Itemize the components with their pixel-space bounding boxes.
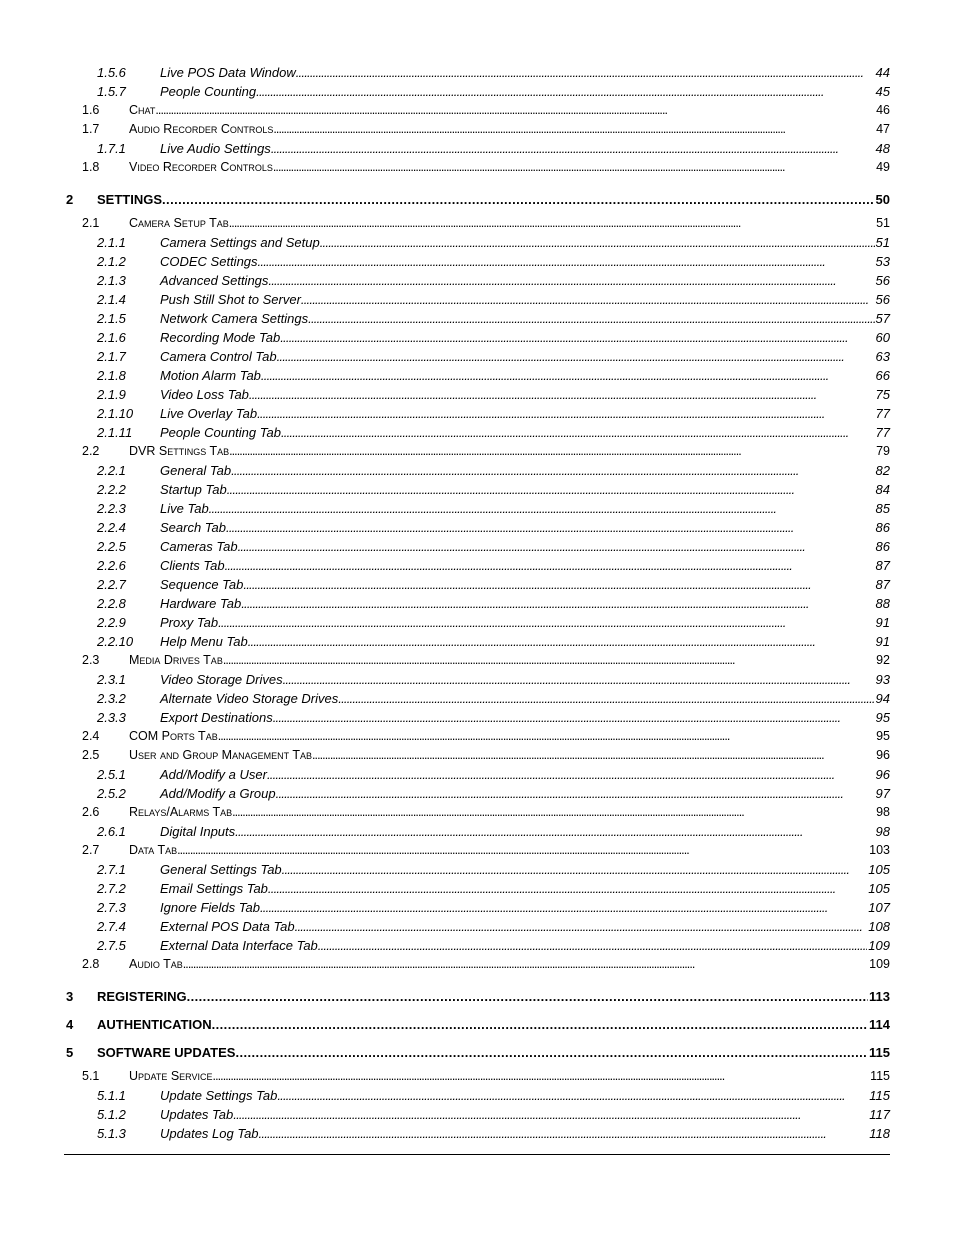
- toc-entry-number: 2.6.1: [97, 824, 126, 839]
- toc-entry-page: 91: [875, 634, 890, 649]
- toc-entry-page: 87: [875, 577, 890, 592]
- toc-entry[interactable]: [64, 122, 890, 141]
- toc-entry-title: AUTHENTICATION: [97, 1017, 212, 1032]
- toc-entry-title: Startup Tab: [160, 482, 227, 497]
- toc-entry-title: Audio Recorder Controls: [129, 122, 274, 136]
- toc-entry[interactable]: [64, 1004, 890, 1032]
- toc-entry-title: Audio Tab: [129, 957, 183, 971]
- dot-leader: [296, 65, 875, 80]
- toc-entry[interactable]: [64, 710, 890, 729]
- toc-entry-page: 66: [875, 368, 890, 383]
- toc-entry-title: Update Settings Tab: [160, 1088, 278, 1103]
- dot-leader: [231, 463, 874, 478]
- toc-entry-number: 2.1.1: [97, 235, 126, 250]
- toc-entry-number: 2.1.3: [97, 273, 126, 288]
- toc-entry[interactable]: [64, 311, 890, 330]
- toc-entry-page: 88: [875, 596, 890, 611]
- dot-leader: [225, 558, 875, 573]
- toc-entry-title: COM Ports Tab: [129, 729, 218, 743]
- dot-leader: [213, 1069, 870, 1083]
- toc-entry-title: Live Tab: [160, 501, 209, 516]
- toc-entry-number: 2.3.1: [97, 672, 126, 687]
- dot-leader: [295, 919, 868, 934]
- toc-entry-number: 2.2.2: [97, 482, 126, 497]
- toc-entry-number: 2.2: [82, 444, 100, 458]
- toc-entry-title: Clients Tab: [160, 558, 225, 573]
- toc-entry[interactable]: [64, 634, 890, 653]
- toc-entry-title: Updates Tab: [160, 1107, 234, 1122]
- toc-entry-number: 2.8: [82, 957, 100, 971]
- toc-entry-page: 56: [875, 292, 890, 307]
- dot-leader: [338, 691, 874, 706]
- toc-entry[interactable]: [64, 444, 890, 463]
- toc-entry-title: Media Drives Tab: [129, 653, 223, 667]
- toc-entry-title: Ignore Fields Tab: [160, 900, 260, 915]
- dot-leader: [248, 634, 875, 649]
- toc-entry-page: 86: [875, 539, 890, 554]
- toc-entry-page: 77: [875, 425, 890, 440]
- toc-entry-number: 2.5.2: [97, 786, 126, 801]
- toc-entry-title: Motion Alarm Tab: [160, 368, 261, 383]
- toc-entry-page: 96: [875, 767, 890, 782]
- toc-entry[interactable]: [64, 729, 890, 748]
- toc-entry[interactable]: [64, 1126, 890, 1145]
- dot-leader: [235, 824, 874, 839]
- toc-entry-title: Video Storage Drives: [160, 672, 283, 687]
- toc-entry-page: 48: [875, 141, 890, 156]
- toc-entry-number: 2.2.4: [97, 520, 126, 535]
- toc-entry[interactable]: [64, 1107, 890, 1126]
- toc-entry-number: 2.2.7: [97, 577, 126, 592]
- toc-entry[interactable]: [64, 292, 890, 311]
- dot-leader: [177, 843, 868, 857]
- toc-entry[interactable]: [64, 938, 890, 957]
- toc-entry-page: 53: [875, 254, 890, 269]
- toc-entry-number: 2.5.1: [97, 767, 126, 782]
- toc-entry-title: Network Camera Settings: [160, 311, 309, 326]
- toc-entry-title: DVR Settings Tab: [129, 444, 230, 458]
- toc-entry-title: Cameras Tab: [160, 539, 238, 554]
- toc-entry-title: General Tab: [160, 463, 232, 478]
- dot-leader: [241, 596, 874, 611]
- toc-entry[interactable]: [64, 520, 890, 539]
- toc-entry-page: 97: [875, 786, 890, 801]
- toc-entry-number: 2.1.7: [97, 349, 126, 364]
- dot-leader: [155, 103, 875, 117]
- toc-entry-number: 2.5: [82, 748, 100, 762]
- table-of-contents: [64, 65, 890, 1145]
- toc-entry[interactable]: [64, 349, 890, 368]
- toc-entry-title: Camera Settings and Setup: [160, 235, 320, 250]
- toc-entry-title: Add/Modify a Group: [160, 786, 276, 801]
- toc-entry-number: 2.1.8: [97, 368, 126, 383]
- toc-entry[interactable]: [64, 216, 890, 235]
- toc-entry-page: 95: [875, 710, 890, 725]
- toc-entry-number: 2.4: [82, 729, 100, 743]
- toc-entry-number: 2.1.5: [97, 311, 126, 326]
- toc-entry[interactable]: [64, 843, 890, 862]
- dot-leader: [238, 539, 875, 554]
- toc-entry-title: REGISTERING: [97, 989, 187, 1004]
- dot-leader: [258, 254, 875, 269]
- toc-entry[interactable]: [64, 103, 890, 122]
- toc-entry[interactable]: [64, 767, 890, 786]
- toc-entry-number: 1.6: [82, 103, 100, 117]
- toc-entry[interactable]: [64, 387, 890, 406]
- toc-entry[interactable]: [64, 615, 890, 634]
- toc-entry-number: 2.7: [82, 843, 100, 857]
- toc-entry-number: 2.1.9: [97, 387, 126, 402]
- toc-entry-page: 44: [875, 65, 890, 80]
- toc-entry-title: Live Audio Settings: [160, 141, 271, 156]
- dot-leader: [218, 615, 874, 630]
- dot-leader: [318, 938, 868, 953]
- toc-entry-number: 2.1.4: [97, 292, 126, 307]
- toc-entry[interactable]: [64, 463, 890, 482]
- toc-entry[interactable]: [64, 558, 890, 577]
- dot-leader: [273, 710, 875, 725]
- toc-entry-number: 2.1.2: [97, 254, 126, 269]
- toc-entry-page: 115: [869, 1088, 890, 1103]
- toc-entry-page: 91: [875, 615, 890, 630]
- toc-entry-title: Camera Setup Tab: [129, 216, 229, 230]
- dot-leader: [187, 989, 868, 1004]
- toc-entry-number: 2.2.1: [97, 463, 126, 478]
- toc-entry-title: Alternate Video Storage Drives: [160, 691, 339, 706]
- toc-entry-page: 93: [875, 672, 890, 687]
- dot-leader: [232, 805, 875, 819]
- toc-entry-number: 2.2.9: [97, 615, 126, 630]
- toc-entry-title: People Counting Tab: [160, 425, 281, 440]
- toc-entry-page: 94: [875, 691, 890, 706]
- dot-leader: [223, 653, 875, 667]
- dot-leader: [226, 520, 875, 535]
- toc-entry[interactable]: [64, 482, 890, 501]
- dot-leader: [276, 786, 875, 801]
- toc-entry-page: 86: [875, 520, 890, 535]
- toc-entry-page: 98: [875, 824, 890, 839]
- toc-entry-title: SETTINGS: [97, 192, 163, 207]
- toc-entry-number: 2.1.11: [97, 425, 133, 440]
- toc-entry-title: Chat: [129, 103, 156, 117]
- dot-leader: [227, 482, 875, 497]
- toc-entry-title: Hardware Tab: [160, 596, 242, 611]
- toc-entry-page: 117: [869, 1107, 890, 1122]
- toc-entry-title: Advanced Settings: [160, 273, 269, 288]
- toc-entry[interactable]: [64, 919, 890, 938]
- toc-entry-title: Video Loss Tab: [160, 387, 249, 402]
- toc-entry-number: 1.5.7: [97, 84, 126, 99]
- dot-leader: [261, 368, 875, 383]
- toc-entry[interactable]: [64, 596, 890, 615]
- toc-entry-page: 107: [868, 900, 890, 915]
- dot-leader: [257, 406, 874, 421]
- toc-entry-number: 1.7: [82, 122, 100, 136]
- toc-entry-number: 3: [66, 989, 74, 1004]
- toc-entry[interactable]: [64, 957, 890, 976]
- toc-entry[interactable]: [64, 65, 890, 84]
- toc-entry[interactable]: [64, 672, 890, 691]
- toc-entry-page: 109: [868, 938, 890, 953]
- dot-leader: [260, 900, 867, 915]
- toc-entry-page: 92: [876, 653, 890, 667]
- toc-entry[interactable]: [64, 653, 890, 672]
- toc-entry[interactable]: [64, 406, 890, 425]
- toc-entry-page: 105: [868, 881, 890, 896]
- dot-leader: [233, 1107, 868, 1122]
- toc-entry-title: Data Tab: [129, 843, 178, 857]
- toc-entry-number: 2.2.5: [97, 539, 126, 554]
- toc-entry-number: 2.1.10: [97, 406, 134, 421]
- dot-leader: [229, 444, 875, 458]
- toc-entry-title: Video Recorder Controls: [129, 160, 273, 174]
- toc-entry-page: 109: [869, 957, 890, 971]
- dot-leader: [281, 425, 875, 440]
- toc-entry-page: 108: [868, 919, 890, 934]
- toc-entry-page: 46: [876, 103, 890, 117]
- toc-entry-number: 2.7.1: [97, 862, 126, 877]
- toc-entry-title: Live POS Data Window: [160, 65, 296, 80]
- dot-leader: [277, 1088, 868, 1103]
- toc-entry-page: 118: [869, 1126, 890, 1141]
- toc-entry-page: 79: [876, 444, 890, 458]
- toc-entry[interactable]: [64, 786, 890, 805]
- dot-leader: [212, 1017, 868, 1032]
- toc-entry-number: 2.2.8: [97, 596, 126, 611]
- toc-entry[interactable]: [64, 1088, 890, 1107]
- toc-entry-page: 84: [875, 482, 890, 497]
- toc-entry-page: 63: [875, 349, 890, 364]
- toc-entry[interactable]: [64, 900, 890, 919]
- toc-entry[interactable]: [64, 748, 890, 767]
- dot-leader: [162, 192, 875, 207]
- toc-entry-title: People Counting: [160, 84, 257, 99]
- toc-entry-title: Update Service: [129, 1069, 213, 1083]
- toc-entry-title: Add/Modify a User: [160, 767, 267, 782]
- toc-entry-title: SOFTWARE UPDATES: [97, 1045, 236, 1060]
- bottom-divider: [64, 1154, 890, 1155]
- toc-entry-page: 77: [875, 406, 890, 421]
- toc-entry[interactable]: [64, 141, 890, 160]
- toc-entry[interactable]: [64, 368, 890, 387]
- dot-leader: [268, 881, 867, 896]
- toc-entry-title: Help Menu Tab: [160, 634, 248, 649]
- toc-entry-number: 2.2.6: [97, 558, 126, 573]
- toc-entry-number: 1.5.6: [97, 65, 126, 80]
- toc-entry-number: 2.7.4: [97, 919, 126, 934]
- toc-entry[interactable]: [64, 1069, 890, 1088]
- dot-leader: [283, 672, 875, 687]
- toc-entry-page: 105: [868, 862, 890, 877]
- toc-entry[interactable]: [64, 976, 890, 1004]
- dot-leader: [183, 957, 868, 971]
- toc-entry-number: 2: [66, 192, 74, 207]
- toc-entry[interactable]: [64, 330, 890, 349]
- dot-leader: [273, 160, 875, 174]
- dot-leader: [209, 501, 875, 516]
- dot-leader: [267, 767, 875, 782]
- toc-entry[interactable]: [64, 881, 890, 900]
- toc-entry-title: User and Group Management Tab: [129, 748, 312, 762]
- toc-entry-title: External Data Interface Tab: [160, 938, 318, 953]
- toc-entry-page: 51: [875, 235, 890, 250]
- toc-entry[interactable]: [64, 273, 890, 292]
- toc-entry-title: Recording Mode Tab: [160, 330, 281, 345]
- toc-entry-number: 2.2.3: [97, 501, 126, 516]
- toc-entry[interactable]: [64, 805, 890, 824]
- dot-leader: [282, 862, 868, 877]
- toc-entry-page: 115: [869, 1045, 890, 1060]
- toc-entry-title: External POS Data Tab: [160, 919, 295, 934]
- toc-entry-page: 51: [876, 216, 890, 230]
- toc-entry[interactable]: [64, 254, 890, 273]
- dot-leader: [271, 141, 875, 156]
- toc-entry-title: Email Settings Tab: [160, 881, 268, 896]
- toc-entry-number: 5.1: [82, 1069, 100, 1083]
- dot-leader: [312, 748, 875, 762]
- toc-entry-title: Export Destinations: [160, 710, 273, 725]
- toc-entry-page: 96: [876, 748, 890, 762]
- toc-entry-title: Sequence Tab: [160, 577, 244, 592]
- toc-entry-number: 1.7.1: [97, 141, 126, 156]
- toc-entry-title: Updates Log Tab: [160, 1126, 259, 1141]
- dot-leader: [218, 729, 875, 743]
- toc-entry[interactable]: [64, 577, 890, 596]
- toc-entry-page: 115: [870, 1069, 890, 1083]
- toc-entry[interactable]: [64, 425, 890, 444]
- toc-entry-page: 82: [875, 463, 890, 478]
- toc-entry-page: 95: [876, 729, 890, 743]
- dot-leader: [249, 387, 875, 402]
- toc-entry[interactable]: [64, 539, 890, 558]
- toc-entry-number: 2.7.3: [97, 900, 126, 915]
- toc-entry-page: 103: [869, 843, 890, 857]
- dot-leader: [277, 349, 875, 364]
- toc-entry[interactable]: [64, 862, 890, 881]
- dot-leader: [235, 1045, 868, 1060]
- dot-leader: [273, 122, 875, 136]
- toc-entry-page: 47: [876, 122, 890, 136]
- toc-entry-page: 75: [875, 387, 890, 402]
- dot-leader: [308, 311, 874, 326]
- dot-leader: [243, 577, 874, 592]
- dot-leader: [301, 292, 875, 307]
- toc-entry-title: Live Overlay Tab: [160, 406, 258, 421]
- toc-entry-number: 2.2.10: [97, 634, 134, 649]
- toc-entry[interactable]: [64, 84, 890, 103]
- toc-entry-number: 2.6: [82, 805, 100, 819]
- toc-entry[interactable]: [64, 235, 890, 254]
- toc-entry-number: 5: [66, 1045, 74, 1060]
- toc-entry-number: 2.7.2: [97, 881, 126, 896]
- dot-leader: [259, 1126, 869, 1141]
- toc-entry-title: Search Tab: [160, 520, 227, 535]
- dot-leader: [280, 330, 874, 345]
- toc-entry-title: Camera Control Tab: [160, 349, 277, 364]
- dot-leader: [256, 84, 874, 99]
- toc-entry-title: CODEC Settings: [160, 254, 258, 269]
- toc-entry-number: 2.1.6: [97, 330, 126, 345]
- toc-entry[interactable]: [64, 1032, 890, 1060]
- toc-entry-page: 50: [875, 192, 890, 207]
- toc-entry-number: 2.7.5: [97, 938, 126, 953]
- toc-entry-page: 56: [875, 273, 890, 288]
- toc-entry[interactable]: [64, 824, 890, 843]
- toc-entry-number: 5.1.3: [97, 1126, 126, 1141]
- toc-entry-page: 113: [869, 989, 890, 1004]
- toc-entry-page: 45: [875, 84, 890, 99]
- toc-entry[interactable]: [64, 501, 890, 520]
- toc-entry[interactable]: [64, 179, 890, 207]
- toc-entry-page: 114: [869, 1017, 890, 1032]
- toc-entry-number: 1.8: [82, 160, 100, 174]
- toc-entry-number: 2.3: [82, 653, 100, 667]
- toc-entry-title: Push Still Shot to Server: [160, 292, 301, 307]
- toc-entry-title: Proxy Tab: [160, 615, 219, 630]
- dot-leader: [320, 235, 875, 250]
- toc-entry-number: 4: [66, 1017, 74, 1032]
- toc-entry-page: 87: [875, 558, 890, 573]
- toc-entry-page: 57: [875, 311, 890, 326]
- toc-entry-page: 60: [875, 330, 890, 345]
- toc-entry-page: 98: [876, 805, 890, 819]
- toc-entry-title: Digital Inputs: [160, 824, 236, 839]
- dot-leader: [229, 216, 875, 230]
- toc-entry-number: 5.1.2: [97, 1107, 126, 1122]
- toc-entry[interactable]: [64, 160, 890, 179]
- toc-entry-page: 49: [876, 160, 890, 174]
- toc-entry-number: 2.3.2: [97, 691, 126, 706]
- toc-entry-title: Relays/Alarms Tab: [129, 805, 233, 819]
- toc-entry[interactable]: [64, 691, 890, 710]
- toc-entry-number: 2.3.3: [97, 710, 126, 725]
- toc-entry-page: 85: [875, 501, 890, 516]
- toc-entry-number: 2.1: [82, 216, 100, 230]
- toc-entry-number: 5.1.1: [97, 1088, 126, 1103]
- toc-entry-title: General Settings Tab: [160, 862, 282, 877]
- dot-leader: [268, 273, 874, 288]
